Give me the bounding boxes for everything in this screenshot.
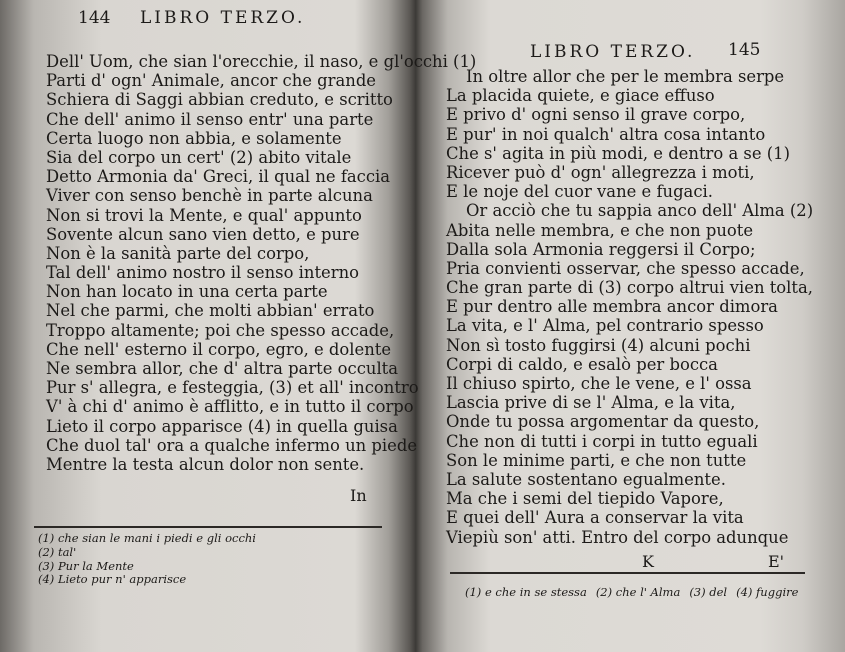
verse-line: Che dell' animo il senso entr' una parte [46, 109, 374, 129]
verse-line: Corpi di caldo, e esalò per bocca [446, 354, 718, 374]
footnote: (2) tal' [38, 544, 77, 559]
verse-line: Dalla sola Armonia reggersi il Corpo; [446, 239, 756, 259]
verse-line: Lascia prive di se l' Alma, e la vita, [446, 393, 736, 413]
footnote: (1) che sian le mani i piedi e gli occhi [38, 531, 256, 545]
verse-line: Il chiuso spirto, che le vene, e l' ossa [446, 374, 752, 393]
verse-line: La vita, e l' Alma, pel contrario spesso [446, 316, 764, 336]
verse-line: E le noje del cuor vane e fugaci. [446, 182, 713, 202]
verse-line: Non è la sanità parte del corpo, [46, 243, 310, 263]
footnote-rule [34, 526, 382, 528]
footnote: (2) che l' Alma [595, 585, 681, 599]
footnotes [465, 585, 807, 599]
verse-line: Mentre la testa alcun dolor non sente. [46, 454, 365, 474]
verse-line: Abita nelle membra, e che non puote [446, 220, 754, 240]
verse-line: Non si trovi la Mente, e qual' appunto [46, 205, 362, 225]
catchword: E' [768, 552, 785, 571]
verse-line: E quei dell' Aura a conservar la vita [446, 508, 744, 528]
verse-line: In oltre allor che per le membra serpe [466, 67, 785, 86]
verse-line: La salute sostentano egualmente. [446, 469, 726, 489]
verse-line: Viepiù son' atti. Entro del corpo adunque [446, 527, 789, 547]
verse-line: Onde tu possa argomentar da questo, [446, 412, 760, 432]
verse-line: Tal dell' animo nostro il senso interno [46, 263, 359, 283]
footnote: (4) fuggire [736, 585, 799, 599]
verse-line: La placida quiete, e giace effuso [446, 86, 715, 106]
footnote: (1) e che in se stessa [465, 585, 587, 599]
verse-line: Che non di tutti i corpi in tutto eguali [446, 431, 758, 451]
footnote: (3) del [689, 585, 728, 599]
footnote: (4) Lieto pur n' apparisce [38, 572, 187, 587]
running-head: LIBRO TERZO. [140, 8, 306, 28]
page-number: 145 [728, 40, 761, 60]
verse-line: Non sì tosto fuggirsi (4) alcuni pochi [446, 335, 751, 355]
verse-line: V' à chi d' animo è afflitto, e in tutto il corpo [46, 397, 414, 417]
verse-line: Viver con senso benchè in parte alcuna [46, 186, 373, 206]
verse-line: Certa luogo non abbia, e solamente [46, 128, 342, 148]
verse-line: Detto Armonia da' Greci, il qual ne faccia [46, 167, 391, 187]
verse-line: Sovente alcun sano vien detto, e pure [46, 224, 360, 244]
verse-line: Non han locato in una certa parte [46, 282, 328, 302]
verse-line: Che gran parte di (3) corpo altrui vien tolta, [446, 278, 813, 298]
verse-line: E pur' in noi qualch' altra cosa intanto [446, 124, 766, 144]
footnote: (3) Pur la Mente [38, 558, 134, 573]
signature-mark: K [642, 552, 654, 571]
catchword: In [350, 486, 367, 505]
verse-line: Pria convienti osservar, che spesso accade, [446, 258, 805, 278]
verse-line: Dell' Uom, che sian l'orecchie, il naso, e gl'occhi (1) [46, 52, 477, 71]
footnotes [38, 532, 256, 587]
verse-line: E privo d' ogni senso il grave corpo, [446, 105, 746, 125]
verse-line: Troppo altamente; poi che spesso accade, [46, 320, 395, 340]
footnote-rule [450, 572, 805, 574]
verse-line: Schiera di Saggi abbian creduto, e scritto [46, 90, 393, 110]
running-head: LIBRO TERZO. [530, 42, 696, 62]
verse-line: Ne sembra allor, che d' altra parte occulta [46, 359, 399, 378]
verse-line: Ma che i semi del tiepido Vapore, [446, 489, 724, 509]
verse-line: Son le minime parti, e che non tutte [446, 450, 747, 470]
verse-line: Lieto il corpo apparisce (4) in quella guisa [46, 416, 398, 436]
right-page [410, 0, 845, 652]
verse-line: Sia del corpo un cert' (2) abito vitale [46, 147, 352, 167]
verse-lines [446, 67, 813, 547]
verse-line: Nel che parmi, che molti abbian' errato [46, 301, 375, 321]
verse-line: Che nell' esterno il corpo, egro, e dolente [46, 339, 392, 359]
verse-line: E pur dentro alle membra ancor dimora [446, 297, 778, 317]
verse-line: Che s' agita in più modi, e dentro a se (1) [446, 143, 790, 163]
page-number: 144 [78, 8, 111, 28]
verse-line: Pur s' allegra, e festeggia, (3) et all' incontro [46, 378, 419, 398]
verse-line: Or acciò che tu sappia anco dell' Alma (2) [466, 201, 814, 221]
verse-line: Parti d' ogn' Animale, ancor che grande [46, 71, 377, 91]
verse-line: Ricever può d' ogn' allegrezza i moti, [446, 162, 755, 182]
verse-line: Che duol tal' ora a qualche infermo un piede [46, 435, 418, 455]
